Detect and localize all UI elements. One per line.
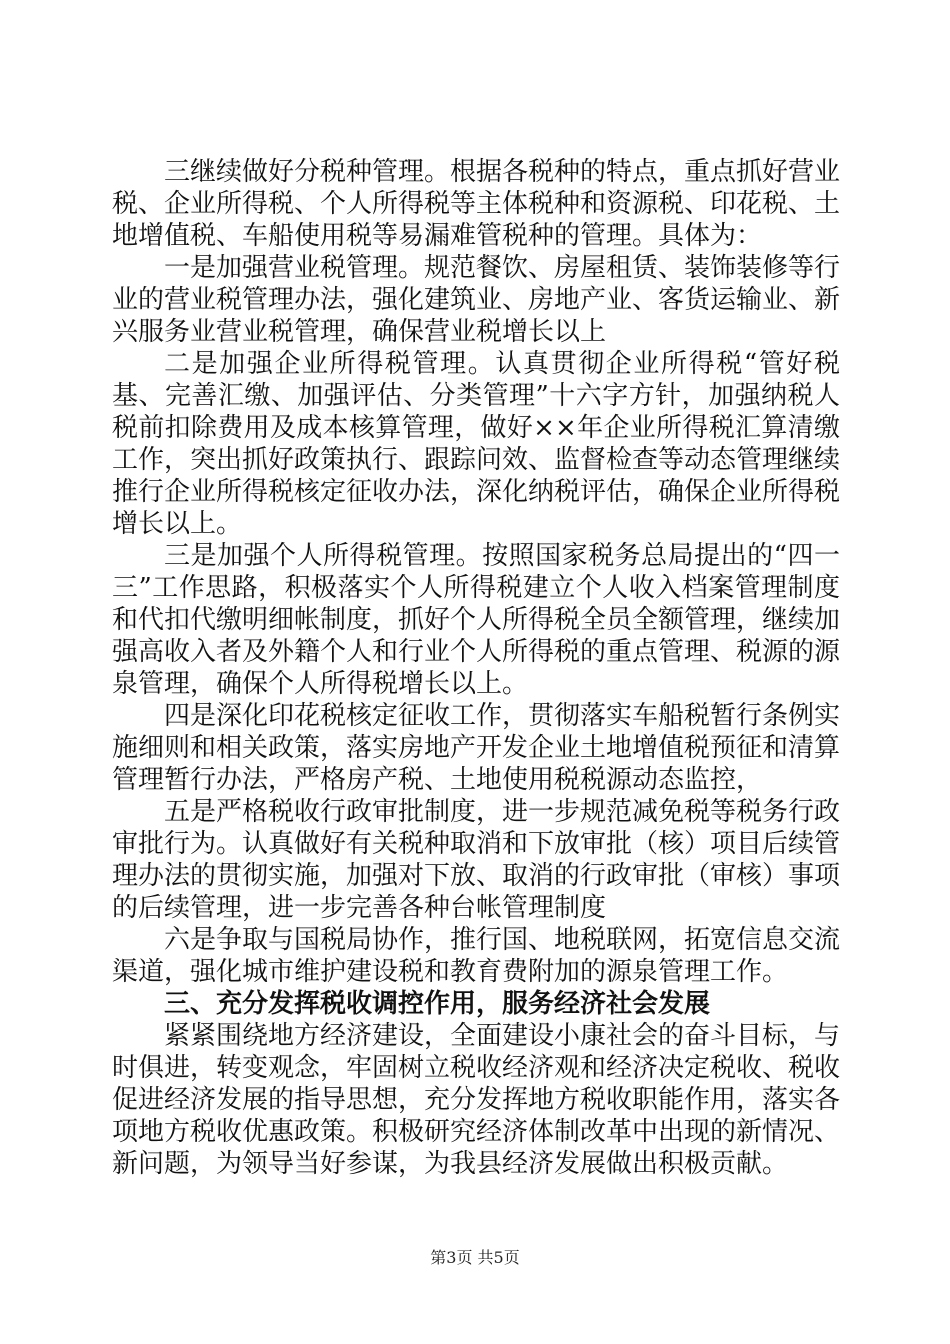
paragraph-administrative-approval: 五是严格税收行政审批制度，进一步规范减免税等税务行政审批行为。认真做好有关税种取消和下放审批（核）项目后续管理办法的贯彻实施，加强对下放、取消的行政审批（审核）事项的后续管理，进一步完善各种台帐管理制度 (112, 797, 841, 923)
section-heading: 三、充分发挥税收调控作用，服务经济社会发展 (164, 989, 711, 1019)
page-number-footer: 第3页 共5页 (430, 1248, 520, 1267)
paragraph-national-tax-cooperation: 六是争取与国税局协作，推行国、地税联网，拓宽信息交流渠道，强化城市维护建设税和教育费附加的源泉管理工作。 (112, 925, 841, 987)
paragraph-stamp-tax: 四是深化印花税核定征收工作，贯彻落实车船税暂行条例实施细则和相关政策，落实房地产开发企业土地增值税预征和清算管理暂行办法，严格房产税、土地使用税税源动态监控， (112, 701, 841, 795)
paragraph-tax-category-management: 三继续做好分税种管理。根据各税种的特点，重点抓好营业税、企业所得税、个人所得税等主体税种和资源税、印花税、土地增值税、车船使用税等易漏难管税种的管理。具体为： (112, 157, 841, 251)
paragraph-business-tax: 一是加强营业税管理。规范餐饮、房屋租赁、装饰装修等行业的营业税管理办法，强化建筑业、房地产业、客货运输业、新兴服务业营业税管理，确保营业税增长以上 (112, 253, 841, 347)
paragraph-economic-development: 紧紧围绕地方经济建设，全面建设小康社会的奋斗目标，与时俱进，转变观念，牢固树立税收经济观和经济决定税收、税收促进经济发展的指导思想，充分发挥地方税收职能作用，落实各项地方税收优惠政策。积极研究经济体制改革中出现的新情况、新问题，为领导当好参谋，为我县经济发展做出积极贡献。 (112, 1021, 841, 1179)
paragraph-personal-income-tax: 三是加强个人所得税管理。按照国家税务总局提出的“四一三”工作思路，积极落实个人所得税建立个人收入档案管理制度和代扣代缴明细帐制度，抓好个人所得税全员全额管理，继续加强高收入者及外籍个人和行业个人所得税的重点管理、税源的源泉管理，确保个人所得税增长以上。 (112, 541, 841, 699)
paragraph-enterprise-income-tax: 二是加强企业所得税管理。认真贯彻企业所得税“管好税基、完善汇缴、加强评估、分类管理”十六字方针，加强纳税人税前扣除费用及成本核算管理，做好××年企业所得税汇算清缴工作，突出抓好政策执行、跟踪问效、监督检查等动态管理继续推行企业所得税核定征收办法，深化纳税评估，确保企业所得税增长以上。 (112, 349, 841, 539)
document-body (112, 156, 840, 1180)
